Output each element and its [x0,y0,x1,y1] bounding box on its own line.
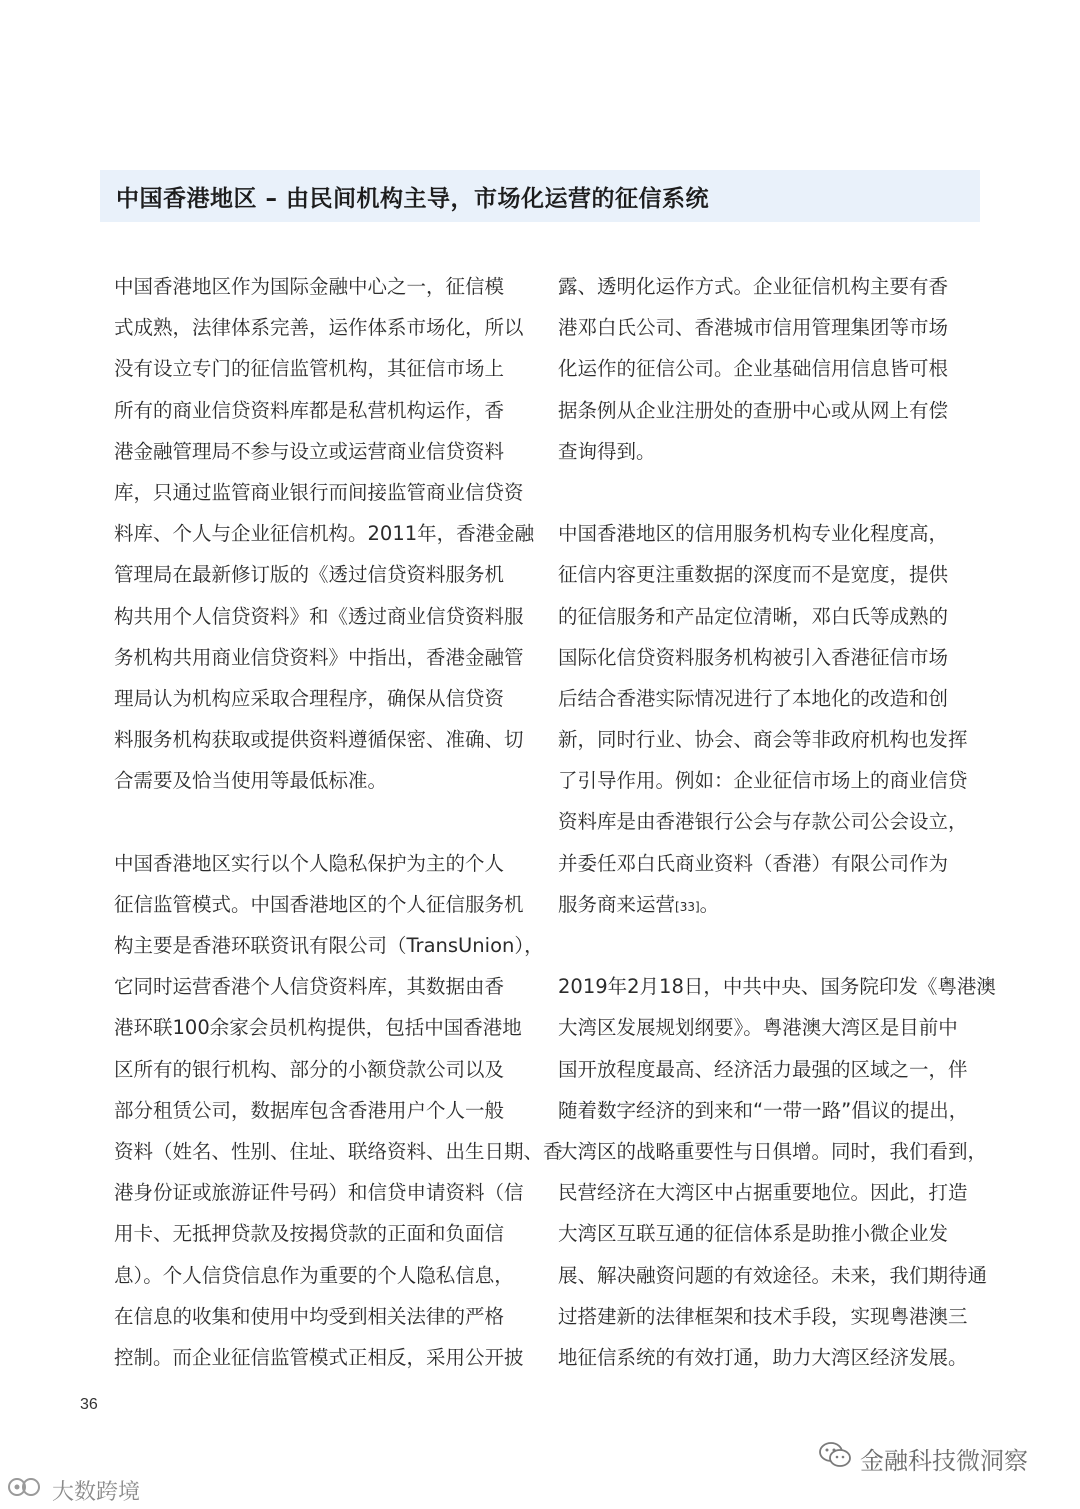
section-title: 中国香港地区 – 由民间机构主导，市场化运营的征信系统 [116,185,710,212]
brand-logo-icon [6,1474,52,1506]
text-line: 所有的商业信贷资料库都是私营机构运作，香 [114,398,505,422]
text-line: 库，只通过监管商业银行而间接监管商业信贷资 [114,480,524,504]
wechat-icon [818,1440,860,1476]
text-line: 露、透明化运作方式。企业征信机构主要有香 [558,275,949,298]
text-line: 港身份证或旅游证件号码）和信贷申请资料（信 [114,1181,524,1205]
watermark-text: 大数跨境 [52,1479,141,1505]
text-line: 大湾区互联互通的征信体系是助推小微企业发 [558,1222,949,1246]
text-line: 后结合香港实际情况进行了本地化的改造和创 [558,686,949,710]
paragraph [558,513,966,925]
text-line: 民营经济在大湾区中占据重要地位。因此，打造 [558,1181,968,1205]
text-line: 大湾区发展规划纲要》。粤港澳大湾区是目前中 [558,1016,958,1040]
text-line: 港邓白氏公司、香港城市信用管理集团等市场 [558,316,949,340]
text-line: 国开放程度最高、经济活力最强的区域之一，伴 [558,1057,968,1081]
text-line: 地征信系统的有效打通，助力大湾区经济发展。 [558,1345,968,1369]
text-line: 的征信服务和产品定位清晰，邓白氏等成熟的 [558,604,949,628]
text-line: 新，同时行业、协会、商会等非政府机构也发挥 [558,728,968,752]
text-line: 没有设立专门的征信监管机构，其征信市场上 [114,357,505,381]
watermark-channel [818,1440,1028,1476]
text-line: 中国香港地区实行以个人隐私保护为主的个人 [114,851,505,875]
text-line: 务机构共用商业信贷资料》中指出，香港金融管 [114,645,524,669]
text-line: 部分租赁公司，数据库包含香港用户个人一般 [114,1098,505,1122]
text-line: 资料库是由香港银行公会与存款公司公会设立， [558,810,968,834]
right-column [558,266,996,1378]
text-line: 式成熟，法律体系完善，运作体系市场化，所以 [114,316,524,340]
text-line: 料服务机构获取或提供资料遵循保密、准确、切 [114,728,524,752]
paragraph-gap [558,925,966,966]
watermark-brand [6,1474,140,1506]
text-line: 用卡、无抵押贷款及按揭贷款的正面和负面信 [114,1222,505,1246]
text-line: 随着数字经济的到来和“一带一路”倡议的提出， [558,1098,969,1122]
text-line: 港金融管理局不参与设立或运营商业信贷资料 [114,439,505,463]
page-number: 36 [80,1396,98,1413]
text-line: 中国香港地区作为国际金融中心之一，征信模 [114,275,505,298]
text-fragment: 。 [699,892,720,916]
reference-marker: [33] [675,899,700,914]
text-line: 构共用个人信贷资料》和《透过商业信贷资料服 [114,604,524,628]
text-line: 了引导作用。例如：企业征信市场上的商业信贷 [558,769,968,793]
paragraph-gap [114,801,522,842]
section-header [100,170,980,222]
text-fragment: 服务商来运营 [558,892,676,916]
text-line: 管理局在最新修订版的《透过信贷资料服务机 [114,563,505,587]
text-line: 息）。个人信贷信息作为重要的个人隐私信息， [114,1263,514,1287]
text-line: 过搭建新的法律框架和技术手段，实现粤港澳三 [558,1304,968,1328]
text-line: 合需要及恰当使用等最低标准。 [114,769,388,793]
text-line: 控制。而企业征信监管模式正相反，采用公开披 [114,1345,524,1369]
paragraph [558,966,996,1378]
text-line: 查询得到。 [558,439,656,463]
paragraph [114,843,563,1378]
text-line: 它同时运营香港个人信贷资料库，其数据由香 [114,975,505,999]
text-line: 资料（姓名、性别、住址、联络资料、出生日期、香 [114,1139,563,1163]
text-line: 区所有的银行机构、部分的小额贷款公司以及 [114,1057,505,1081]
text-line: 国际化信贷资料服务机构被引入香港征信市场 [558,645,949,669]
text-line: 在信息的收集和使用中均受到相关法律的严格 [114,1304,505,1328]
left-column [114,266,563,1378]
text-line: 构主要是香港环联资讯有限公司（TransUnion）， [114,934,544,957]
text-line: 并委任邓白氏商业资料（香港）有限公司作为 [558,851,949,875]
text-line: 理局认为机构应采取合理程序，确保从信贷资 [114,686,505,710]
paragraph [114,266,535,801]
text-line-with-reference [558,884,966,925]
watermark-text: 金融科技微洞察 [860,1446,1028,1475]
text-line: 展、解决融资问题的有效途径。未来，我们期待通 [558,1263,988,1287]
text-line: 港环联100余家会员机构提供，包括中国香港地 [114,1016,522,1040]
paragraph-gap [558,472,966,513]
text-line: 征信内容更注重数据的深度而不是宽度，提供 [558,563,949,587]
text-line: 大湾区的战略重要性与日俱增。同时，我们看到， [558,1139,988,1163]
text-line: 征信监管模式。中国香港地区的个人征信服务机 [114,892,524,916]
paragraph [558,266,966,472]
text-line: 化运作的征信公司。企业基础信用信息皆可根 [558,357,949,381]
text-line: 中国香港地区的信用服务机构专业化程度高， [558,522,949,546]
text-line: 据条例从企业注册处的查册中心或从网上有偿 [558,398,949,422]
text-line: 料库、个人与企业征信机构。2011年，香港金融 [114,522,535,546]
text-line: 2019年2月18日，中共中央、国务院印发《粤港澳 [558,975,996,999]
